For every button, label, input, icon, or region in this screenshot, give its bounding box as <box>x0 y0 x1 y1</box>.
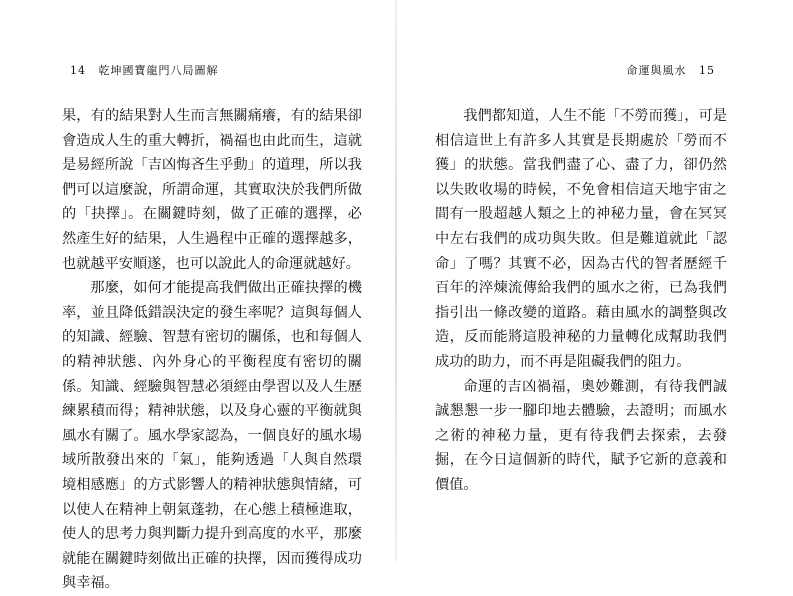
left-running-header <box>62 62 219 78</box>
left-paragraph-1: 果，有的結果對人生而言無關痛癢，有的結果卻會造成人生的重大轉折，禍福也由此而生，這就是易經所說「吉凶悔吝生乎動」的道理，所以我們可以這麼說，所謂命運，其實取決於我們所做的「抉擇」。在關鍵時刻，做了正確的選擇，必然產生好的結果，人生過程中正確的選擇越多，也就越平安順遂，也可以說此人的命運就越好。 <box>62 108 362 272</box>
left-paragraph-2: 那麼，如何才能提高我們做出正確抉擇的機率，並且降低錯誤決定的發生率呢？這與每個人的知識、經驗、智慧有密切的關係，也和每個人的精神狀態、內外身心的平衡程度有密切的關係。知識、經驗與智慧必須經由學習以及人生歷練累積而得；精神狀態，以及身心靈的平衡就與風水有關了。風水學家認為，一個良好的風水場域所散發出來的「氣」，能夠透過「人與自然環境相感應」的方式影響人的精神狀態與情緒，可以使人在精神上朝氣蓬勃，在心態上積極進取，使人的思考力與判斷力提升到高度的水平，那麼就能在關鍵時刻做出正確的抉擇，因而獲得成功與幸福。 <box>62 280 362 592</box>
right-running-header <box>627 62 724 78</box>
right-running-title: 命運與風水 <box>626 64 687 77</box>
left-page-body <box>62 104 362 596</box>
right-page-body <box>435 104 727 498</box>
left-running-title: 乾坤國寶龍門八局圖解 <box>98 64 219 77</box>
right-page-number: 15 <box>699 64 715 77</box>
left-page-number: 14 <box>70 64 86 77</box>
right-paragraph-1: 我們都知道，人生不能「不勞而獲」，可是相信這世上有許多人其實是長期處於「勞而不獲」的狀態。當我們盡了心、盡了力，卻仍然以失敗收場的時候，不免會相信這天地宇宙之間有一股超越人類之上的神秘力量，會在冥冥中左右我們的成功與失敗。但是難道就此「認命」了嗎？其實不必，因為古代的智者歷經千百年的淬煉流傳給我們的風水之術，已為我們指引出一條改變的道路。藉由風水的調整與改造，反而能將這股神秘的力量轉化成幫助我們成功的助力，而不再是阻礙我們的阻力。 <box>435 108 727 370</box>
left-page <box>0 0 396 592</box>
right-page <box>397 0 793 561</box>
right-paragraph-2: 命運的吉凶禍福，奧妙難測，有待我們誠誠懇懇一步一腳印地去體驗，去證明；而風水之術的神秘力量，更有待我們去探索，去發掘，在今日這個新的時代，賦予它新的意義和價值。 <box>435 378 727 493</box>
